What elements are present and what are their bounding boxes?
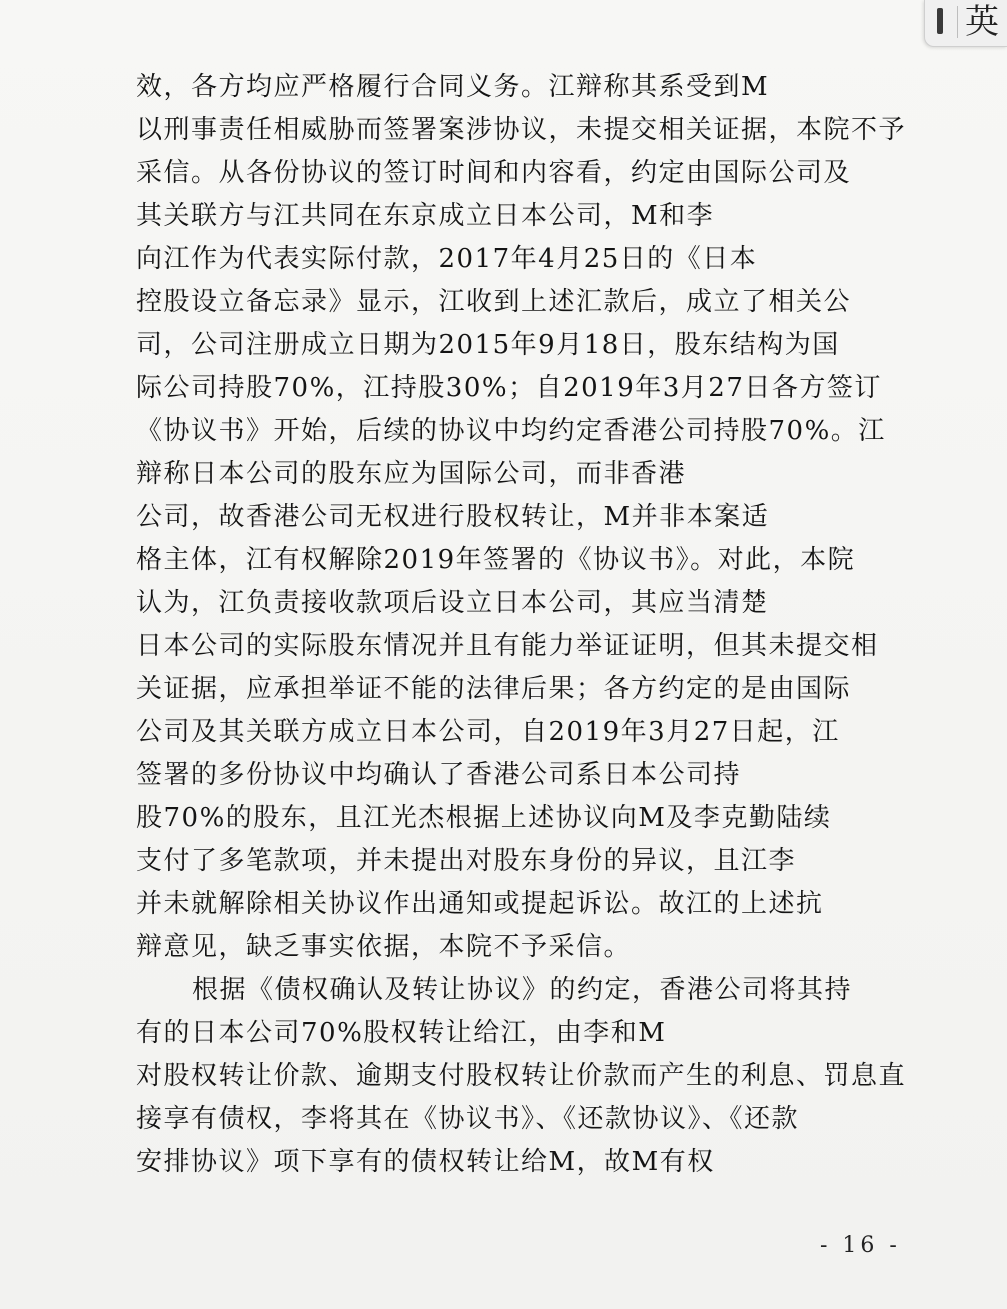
text-line: 并未就解除相关协议作出通知或提起诉讼。故江的上述抗: [136, 889, 824, 919]
page-number: - 16 -: [820, 1233, 901, 1258]
cursor-bar-icon: [937, 8, 943, 34]
text-line: 以刑事责任相威胁而签署案涉协议，未提交相关证据，本院不予: [136, 115, 907, 145]
text-line: 签署的多份协议中均确认了香港公司系日本公司持: [136, 760, 742, 790]
text-line: 《协议书》开始，后续的协议中均约定香港公司持股70%。江: [136, 416, 886, 446]
text-line: 安排协议》项下享有的债权转让给M，故M有权: [136, 1147, 715, 1177]
text-line: 司，公司注册成立日期为2015年9月18日，股东结构为国: [136, 330, 840, 360]
text-line: 控股设立备忘录》显示，江收到上述汇款后，成立了相关公: [136, 287, 852, 317]
text-line: 辩意见，缺乏事实依据，本院不予采信。: [136, 932, 632, 962]
input-method-tab[interactable]: [924, 0, 1007, 47]
language-indicator: 英: [965, 2, 999, 42]
text-line: 其关联方与江共同在东京成立日本公司，M和李: [136, 201, 715, 231]
text-line: 际公司持股70%，江持股30%；自2019年3月27日各方签订: [136, 373, 882, 403]
text-line: 关证据，应承担举证不能的法律后果；各方约定的是由国际: [136, 674, 852, 704]
text-line: 支付了多笔款项，并未提出对股东身份的异议，且江李: [136, 846, 797, 876]
judgment-text: [136, 66, 931, 1184]
text-line: 辩称日本公司的股东应为国际公司，而非香港: [136, 459, 687, 489]
text-line: 日本公司的实际股东情况并且有能力举证证明，但其未提交相: [136, 631, 879, 661]
text-line: 公司及其关联方成立日本公司，自2019年3月27日起，江: [136, 717, 840, 747]
text-line: 向江作为代表实际付款，2017年4月25日的《日本: [136, 244, 758, 274]
paragraph-start-line: 根据《债权确认及转让协议》的约定，香港公司将其持: [192, 975, 853, 1005]
text-line: 对股权转让价款、逾期支付股权转让价款而产生的利息、罚息直: [136, 1061, 907, 1091]
text-line: 有的日本公司70%股权转让给江，由李和M: [136, 1018, 667, 1048]
text-line: 采信。从各份协议的签订时间和内容看，约定由国际公司及: [136, 158, 852, 188]
text-line: 股70%的股东，且江光杰根据上述协议向M及李克勤陆续: [136, 803, 832, 833]
text-line: 认为，江负责接收款项后设立日本公司，其应当清楚: [136, 588, 769, 618]
text-line: 格主体，江有权解除2019年签署的《协议书》。对此，本院: [136, 545, 856, 575]
text-line: 效，各方均应严格履行合同义务。江辩称其系受到M: [136, 72, 770, 102]
divider: [957, 6, 958, 38]
text-line: 接享有债权，李将其在《协议书》、《还款协议》、《还款: [136, 1104, 800, 1134]
text-line: 公司，故香港公司无权进行股权转让，M并非本案适: [136, 502, 770, 532]
